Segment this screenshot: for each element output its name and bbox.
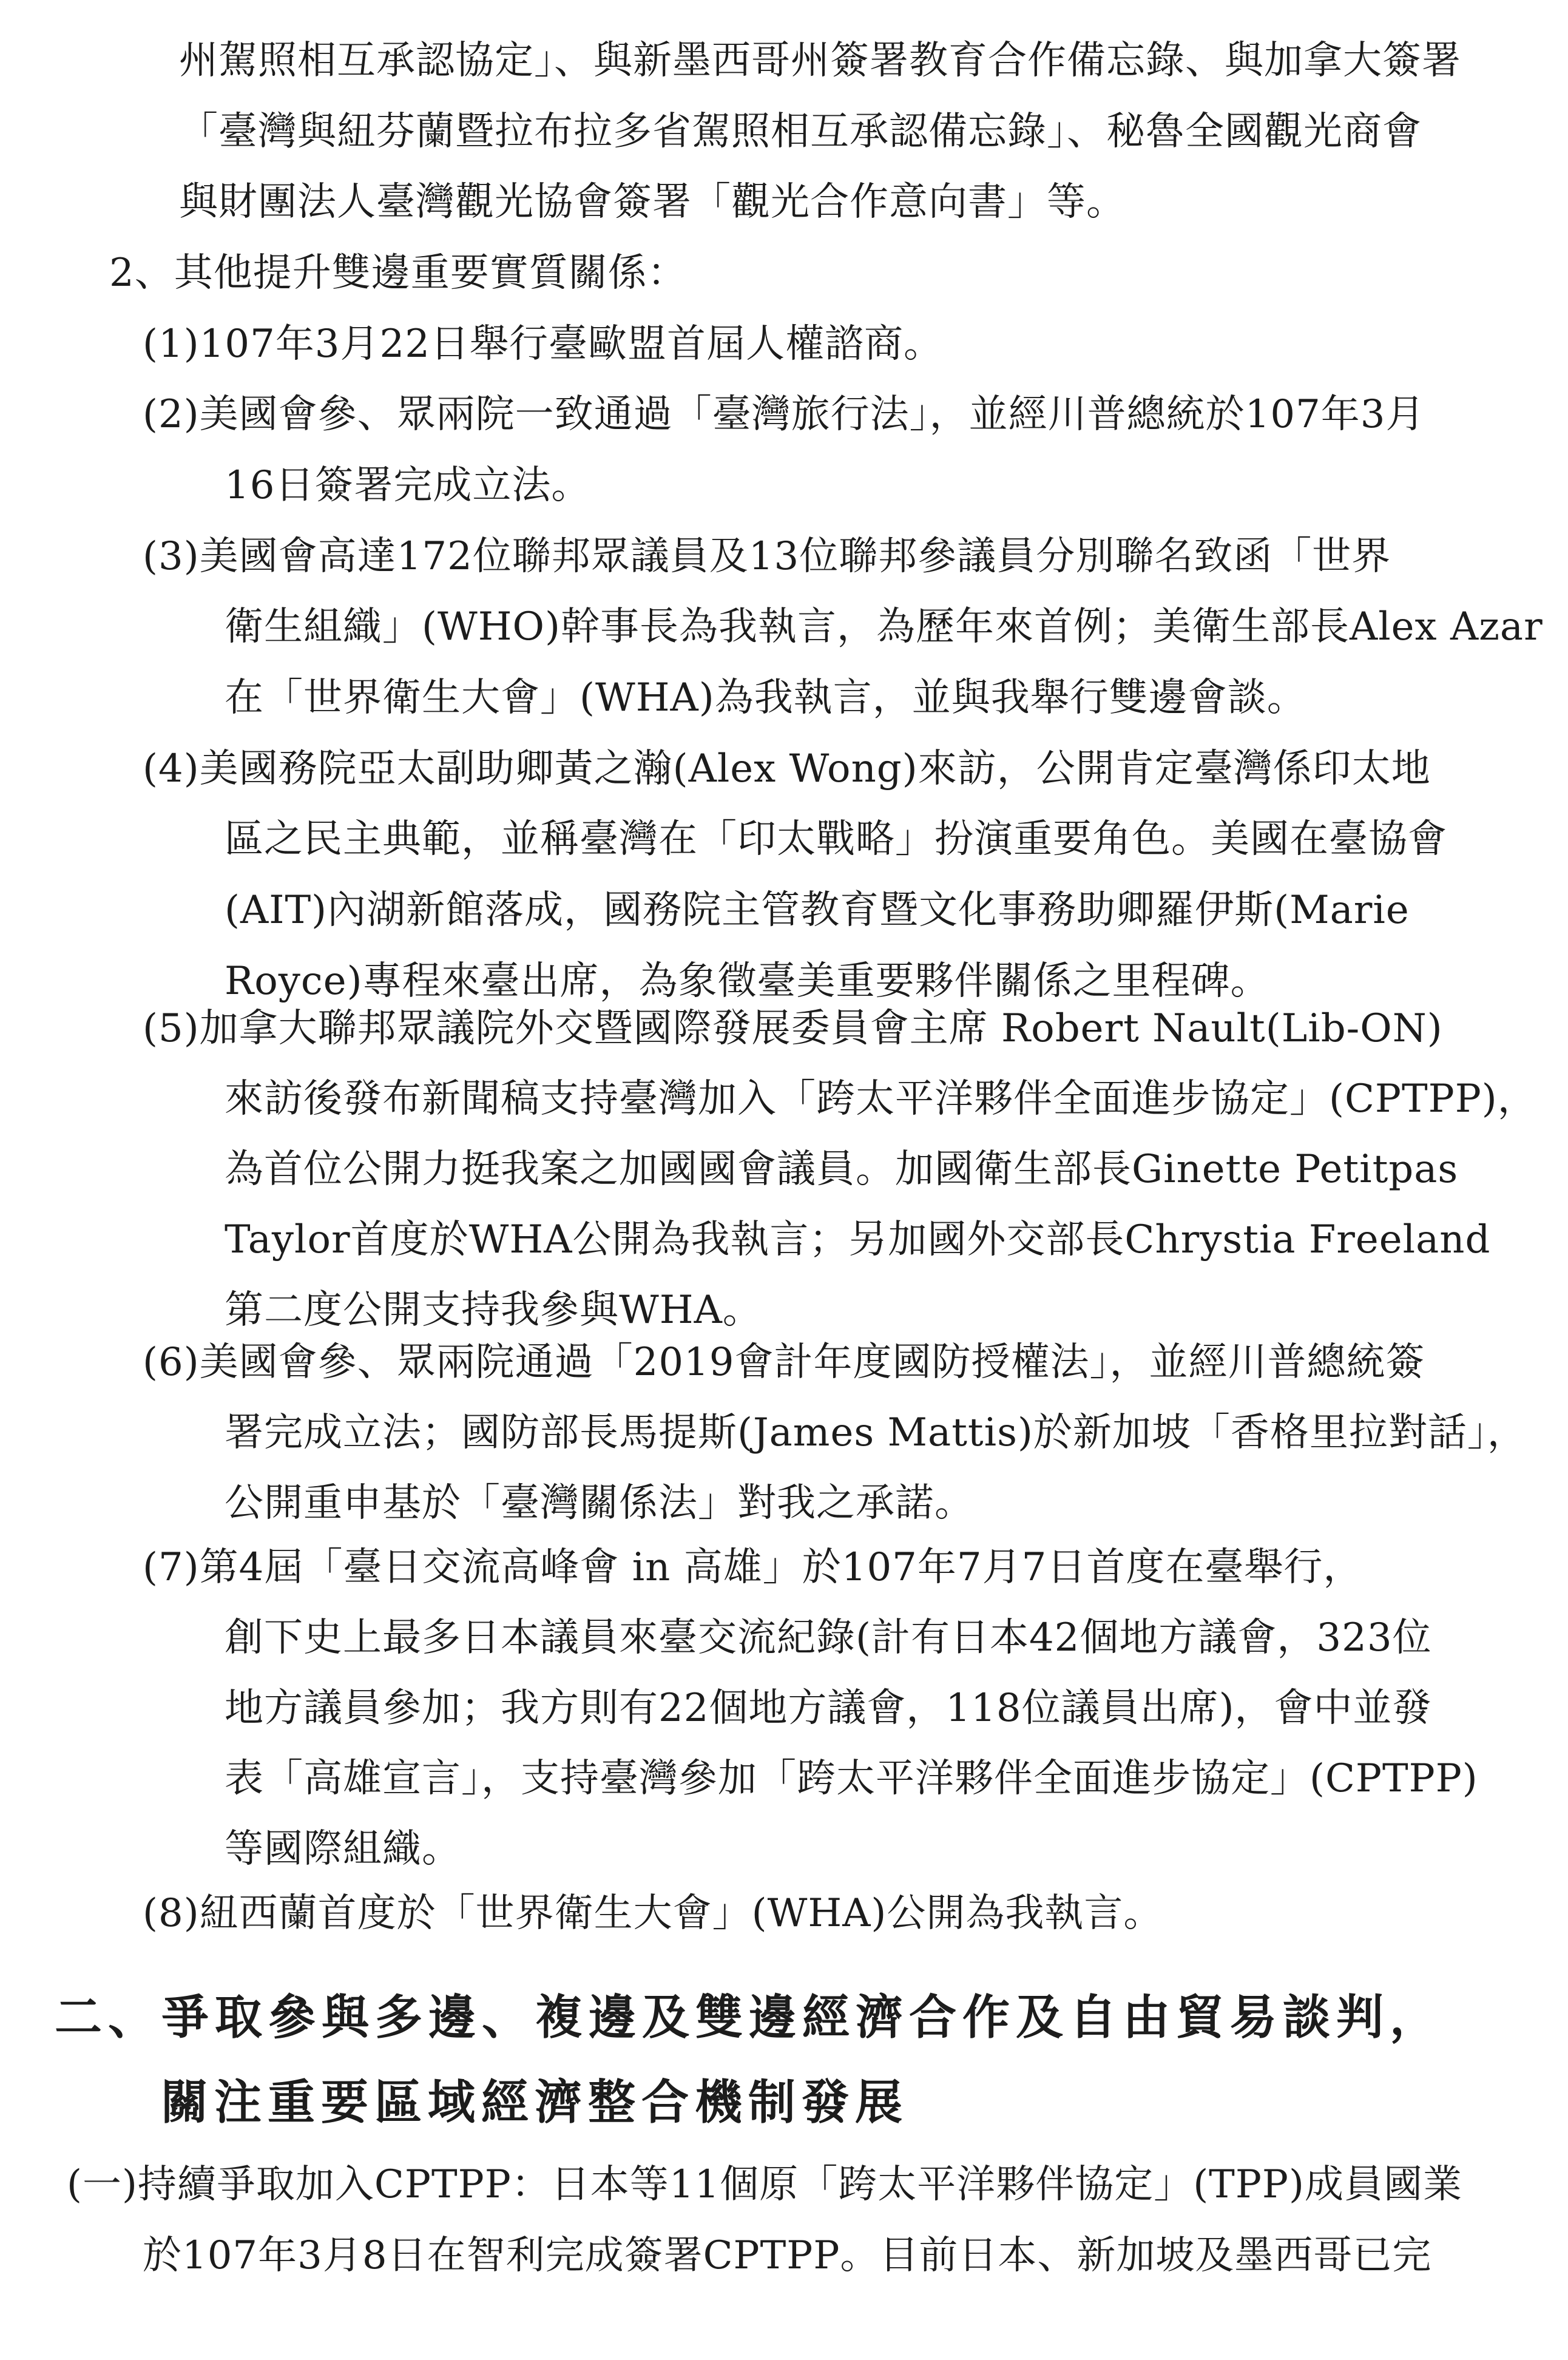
text-line: (8)紐西蘭首度於「世界衛生大會」(WHA)公開為我執言。 <box>143 1891 1163 1936</box>
section-heading: 二、爭取參與多邊、複邊及雙邊經濟合作及自由貿易談判， <box>55 1990 1444 2045</box>
section-heading: 關注重要區域經濟整合機制發展 <box>161 2075 909 2130</box>
text-line: 2、其他提升雙邊重要實質關係： <box>109 251 687 296</box>
text-line: 地方議員參加；我方則有22個地方議會，118位議員出席)，會中並發 <box>225 1686 1432 1731</box>
text-line: (1)107年3月22日舉行臺歐盟首屆人權諮商。 <box>143 322 943 367</box>
text-line: 第二度公開支持我參與WHA。 <box>225 1288 762 1333</box>
text-line: 為首位公開力挺我案之加國國會議員。加國衛生部長Ginette Petitpas <box>225 1147 1459 1192</box>
text-line: (3)美國會高達172位聯邦眾議員及13位聯邦參議員分別聯名致函「世界 <box>143 534 1391 579</box>
text-line: 來訪後發布新聞稿支持臺灣加入「跨太平洋夥伴全面進步協定」(CPTPP)， <box>225 1077 1537 1121</box>
text-line: (2)美國會參、眾兩院一致通過「臺灣旅行法」，並經川普總統於107年3月 <box>143 392 1425 437</box>
text-line: Taylor首度於WHA公開為我執言；另加國外交部長Chrystia Freeland <box>225 1217 1491 1262</box>
text-line: 署完成立法；國防部長馬提斯(James Mattis)於新加坡「香格里拉對話」， <box>225 1410 1527 1455</box>
text-line: 表「高雄宣言」，支持臺灣參加「跨太平洋夥伴全面進步協定」(CPTPP) <box>225 1756 1478 1801</box>
text-line: 「臺灣與紐芬蘭暨拉布拉多省駕照相互承認備忘錄」、秘魯全國觀光商會 <box>179 109 1422 154</box>
text-line: (5)加拿大聯邦眾議院外交暨國際發展委員會主席 Robert Nault(Lib-ON) <box>143 1006 1443 1051</box>
text-line: 等國際組織。 <box>225 1827 461 1871</box>
text-line: Royce)專程來臺出席，為象徵臺美重要夥伴關係之里程碑。 <box>225 959 1270 1004</box>
text-line: 與財團法人臺灣觀光協會簽署「觀光合作意向書」等。 <box>179 180 1126 225</box>
text-line: (7)第4屆「臺日交流高峰會 in 高雄」於107年7月7日首度在臺舉行， <box>143 1545 1363 1590</box>
text-line: (一)持續爭取加入CPTPP：日本等11個原「跨太平洋夥伴協定」(TPP)成員國業 <box>67 2162 1462 2207</box>
text-line: 在「世界衛生大會」(WHA)為我執言，並與我舉行雙邊會談。 <box>225 675 1306 720</box>
text-line: (AIT)內湖新館落成，國務院主管教育暨文化事務助卿羅伊斯(Marie <box>225 888 1410 933</box>
text-line: 公開重申基於「臺灣關係法」對我之承諾。 <box>225 1481 974 1526</box>
text-line: (4)美國務院亞太副助卿黃之瀚(Alex Wong)來訪，公開肯定臺灣係印太地 <box>143 746 1431 791</box>
text-line: 衛生組織」(WHO)幹事長為我執言，為歷年來首例；美衛生部長Alex Azar <box>225 604 1543 649</box>
text-line: 於107年3月8日在智利完成簽署CPTPP。目前日本、新加坡及墨西哥已完 <box>143 2233 1432 2278</box>
text-line: 區之民主典範，並稱臺灣在「印太戰略」扮演重要角色。美國在臺協會 <box>225 817 1447 862</box>
text-line: 創下史上最多日本議員來臺交流紀錄(計有日本42個地方議會，323位 <box>225 1615 1432 1660</box>
text-line: 16日簽署完成立法。 <box>225 463 591 508</box>
text-line: 州駕照相互承認協定」、與新墨西哥州簽署教育合作備忘錄、與加拿大簽署 <box>179 38 1461 83</box>
text-line: (6)美國會參、眾兩院通過「2019會計年度國防授權法」，並經川普總統簽 <box>143 1340 1425 1385</box>
